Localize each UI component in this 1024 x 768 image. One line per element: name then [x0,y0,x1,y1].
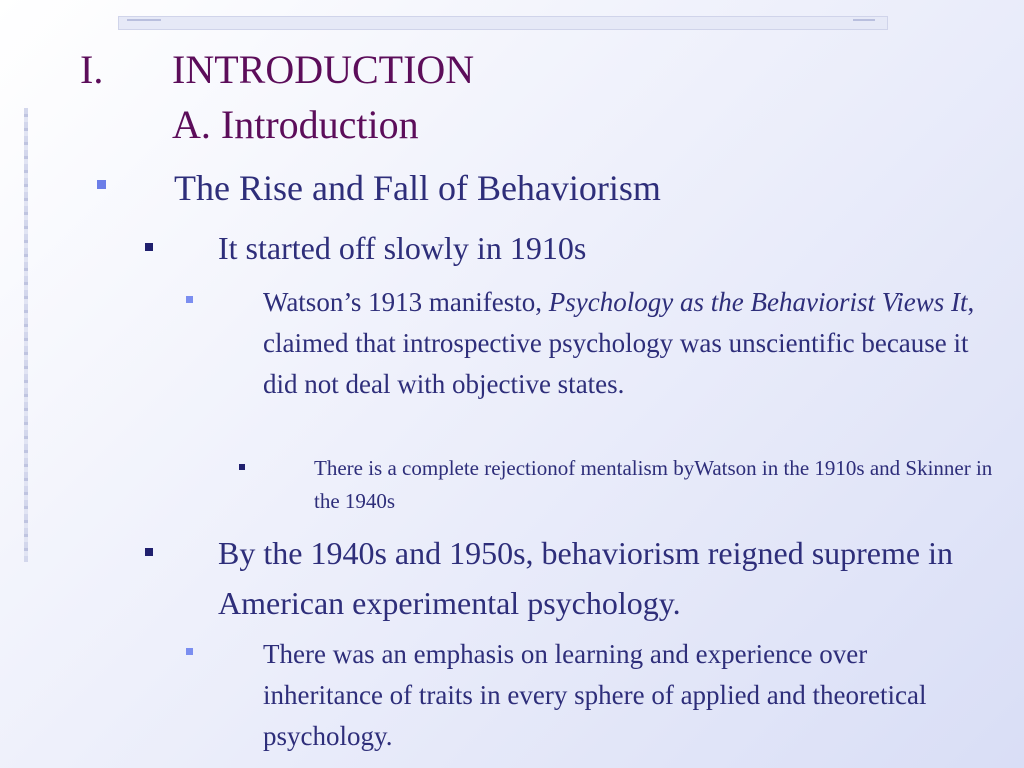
square-bullet-icon [97,180,106,189]
square-bullet-icon [186,648,193,655]
bullet-text: There is a complete rejectionof mentalism byWatson in the 1910s and Skinner in the 1940s [314,456,993,513]
bullet-level3-emphasis-on-learning [263,634,993,757]
decorative-side-bar [24,108,28,562]
decorative-tick [853,19,875,21]
title-main: INTRODUCTION [172,47,475,92]
title-number: I. [80,47,104,92]
bullet-text-post: , claimed that introspective psychology was unscientific because it did not deal with objective states. [263,287,975,399]
bullet-level3-watson-manifesto [263,282,993,405]
manifesto-title: Psychology as the Behaviorist Views It [548,287,968,317]
bullet-level2-started-slowly [218,223,1008,273]
bullet-text: By the 1940s and 1950s, behaviorism reigned supreme in American experimental psychology. [218,535,953,621]
bullet-text: The Rise and Fall of Behaviorism [174,168,661,208]
bullet-text: It started off slowly in 1910s [218,230,587,266]
bullet-text-pre: Watson’s 1913 manifesto, [263,287,549,317]
square-bullet-icon [145,548,153,556]
bullet-level4-rejection-of-mentalism [314,452,1004,518]
title-sub: A. Introduction [172,102,419,147]
bullet-level1-rise-and-fall [174,165,661,211]
bullet-text: There was an emphasis on learning and experience over inheritance of traits in every sphere of applied and theoretical psychology. [263,639,927,751]
bullet-level2-behaviorism-reigned [218,528,1008,628]
square-bullet-icon [239,464,245,470]
square-bullet-icon [186,296,193,303]
decorative-tick [127,19,161,21]
decorative-top-bar [118,16,888,30]
square-bullet-icon [145,243,153,251]
